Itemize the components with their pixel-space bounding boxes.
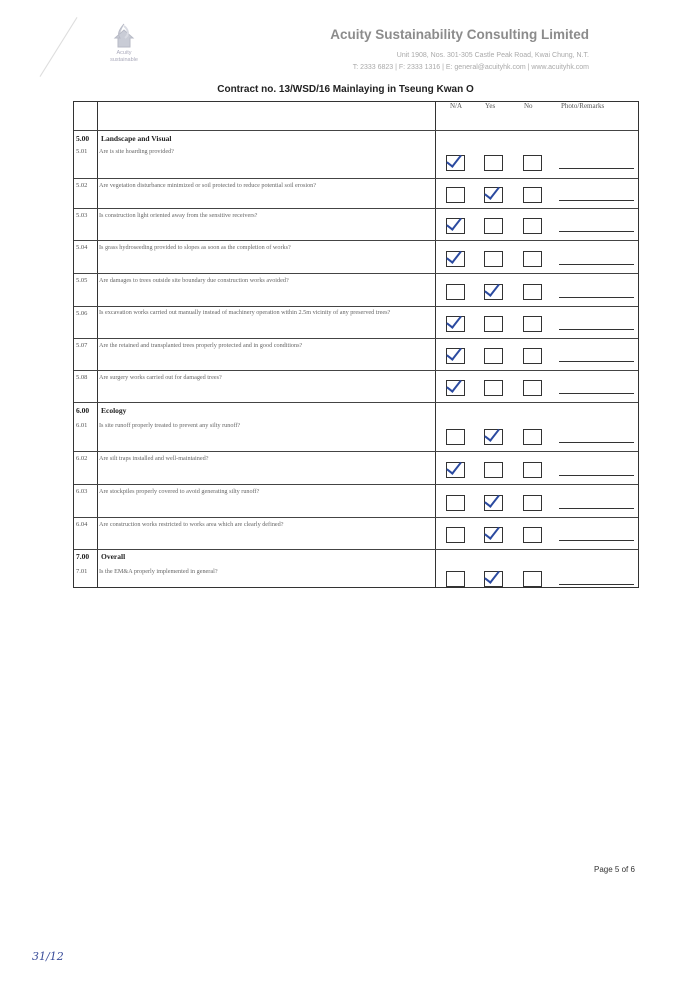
checkbox-yes[interactable] xyxy=(484,251,503,267)
checklist-table xyxy=(73,101,639,588)
checkbox-yes[interactable] xyxy=(484,284,503,300)
item-number: 5.01 xyxy=(76,148,88,155)
checkbox-no[interactable] xyxy=(523,462,542,478)
section-code: 5.00 xyxy=(76,134,90,143)
item-question: Are is site hoarding provided? xyxy=(99,148,174,155)
document-title: Contract no. 13/WSD/16 Mainlaying in Tseung Kwan O xyxy=(217,84,474,95)
item-question: Is the EM&A properly implemented in general? xyxy=(99,568,218,575)
row-divider xyxy=(74,240,638,241)
checkbox-yes[interactable] xyxy=(484,571,503,587)
remarks-line xyxy=(559,168,634,169)
row-divider xyxy=(74,484,638,485)
checkbox-yes[interactable] xyxy=(484,462,503,478)
company-contact: T: 2333 6823 | F: 2333 1316 | E: general@acuityhk.com | www.acuityhk.com xyxy=(352,64,589,71)
checkbox-na[interactable] xyxy=(446,218,465,234)
item-number: 5.02 xyxy=(76,182,88,189)
section-divider xyxy=(74,402,638,403)
item-question: Are damages to trees outside site boundary due construction works avoided? xyxy=(99,277,289,284)
remarks-line xyxy=(559,264,634,265)
checkbox-no[interactable] xyxy=(523,571,542,587)
remarks-line xyxy=(559,231,634,232)
row-divider xyxy=(74,273,638,274)
item-number: 5.04 xyxy=(76,244,88,251)
checkbox-na[interactable] xyxy=(446,251,465,267)
checkbox-no[interactable] xyxy=(523,251,542,267)
checkbox-yes[interactable] xyxy=(484,316,503,332)
item-number: 5.03 xyxy=(76,212,88,219)
section-code: 6.00 xyxy=(76,406,90,415)
item-question: Are construction works restricted to works area which are clearly defined? xyxy=(99,521,284,528)
item-question: Are the retained and transplanted trees properly protected and in good conditions? xyxy=(99,342,303,349)
checkbox-na[interactable] xyxy=(446,429,465,445)
company-name: Acuity Sustainability Consulting Limited xyxy=(330,27,589,42)
checkbox-yes[interactable] xyxy=(484,348,503,364)
checkbox-no[interactable] xyxy=(523,316,542,332)
checkbox-yes[interactable] xyxy=(484,380,503,396)
checkbox-na[interactable] xyxy=(446,155,465,171)
remarks-line xyxy=(559,393,634,394)
checkbox-na[interactable] xyxy=(446,187,465,203)
checkbox-no[interactable] xyxy=(523,495,542,511)
section-heading xyxy=(76,552,126,561)
section-divider xyxy=(74,549,638,550)
checkbox-no[interactable] xyxy=(523,218,542,234)
col-header-na: N/A xyxy=(450,102,463,110)
section-code: 7.00 xyxy=(76,552,90,561)
item-question: Is excavation works carried out manually instead of machinery operation within 2.5m vicinity of any preserved trees? xyxy=(99,309,391,316)
row-divider xyxy=(74,208,638,209)
checkbox-na[interactable] xyxy=(446,495,465,511)
section-title: Landscape and Visual xyxy=(101,134,172,143)
checkbox-no[interactable] xyxy=(523,380,542,396)
remarks-line xyxy=(559,540,634,541)
item-number: 7.01 xyxy=(76,568,88,575)
column-divider xyxy=(435,102,436,587)
item-number: 5.05 xyxy=(76,277,88,284)
checkbox-no[interactable] xyxy=(523,348,542,364)
item-number: 5.08 xyxy=(76,374,88,381)
row-divider xyxy=(74,370,638,371)
remarks-line xyxy=(559,442,634,443)
checkbox-na[interactable] xyxy=(446,348,465,364)
section-title: Ecology xyxy=(101,406,127,415)
checkbox-yes[interactable] xyxy=(484,527,503,543)
row-divider xyxy=(74,178,638,179)
scan-artifact xyxy=(40,17,78,77)
remarks-line xyxy=(559,475,634,476)
house-leaf-icon xyxy=(111,22,137,50)
item-number: 6.03 xyxy=(76,488,88,495)
checkbox-na[interactable] xyxy=(446,527,465,543)
remarks-line xyxy=(559,361,634,362)
checkbox-yes[interactable] xyxy=(484,155,503,171)
section-title: Overall xyxy=(101,552,126,561)
item-question: Are stockpiles properly covered to avoid generating silty runoff? xyxy=(99,488,260,495)
checkbox-na[interactable] xyxy=(446,316,465,332)
section-heading xyxy=(76,406,127,415)
item-question: Are vegetation disturbance minimized or soil protected to reduce potential soil erosion? xyxy=(99,182,317,189)
item-number: 6.02 xyxy=(76,455,88,462)
remarks-line xyxy=(559,584,634,585)
checkbox-yes[interactable] xyxy=(484,429,503,445)
item-number: 5.07 xyxy=(76,342,88,349)
checkbox-yes[interactable] xyxy=(484,187,503,203)
checkbox-na[interactable] xyxy=(446,380,465,396)
checkbox-na[interactable] xyxy=(446,462,465,478)
checkbox-na[interactable] xyxy=(446,284,465,300)
col-header-no: No xyxy=(524,102,533,110)
checkbox-na[interactable] xyxy=(446,571,465,587)
item-question: Are surgery works carried out for damaged trees? xyxy=(99,374,222,381)
checkbox-no[interactable] xyxy=(523,527,542,543)
col-header-yes: Yes xyxy=(485,102,496,110)
section-heading xyxy=(76,134,172,143)
remarks-line xyxy=(559,297,634,298)
handwritten-date: 31/12 xyxy=(32,950,64,963)
company-logo xyxy=(96,22,152,82)
col-header-remarks: Photo/Remarks xyxy=(561,102,605,110)
item-question: Is grass hydroseeding provided to slopes as soon as the completion of works? xyxy=(99,244,291,251)
item-question: Is construction light oriented away from the sensitive receivers? xyxy=(99,212,258,219)
remarks-line xyxy=(559,508,634,509)
checkbox-no[interactable] xyxy=(523,187,542,203)
item-number: 6.01 xyxy=(76,422,88,429)
remarks-line xyxy=(559,329,634,330)
checkbox-no[interactable] xyxy=(523,155,542,171)
checkbox-yes[interactable] xyxy=(484,218,503,234)
checkbox-no[interactable] xyxy=(523,429,542,445)
item-question: Is site runoff properly treated to prevent any silty runoff? xyxy=(99,422,241,429)
item-number: 6.04 xyxy=(76,521,88,528)
row-divider xyxy=(74,517,638,518)
item-question: Are silt traps installed and well-maintained? xyxy=(99,455,209,462)
company-address: Unit 1908, Nos. 301-305 Castle Peak Road, Kwai Chung, N.T. xyxy=(396,52,589,59)
checkbox-yes[interactable] xyxy=(484,495,503,511)
remarks-line xyxy=(559,200,634,201)
column-divider xyxy=(97,102,98,587)
checkbox-no[interactable] xyxy=(523,284,542,300)
row-divider xyxy=(74,338,638,339)
logo-text-1: Acuity xyxy=(116,50,132,56)
item-number: 5.06 xyxy=(76,310,88,317)
row-divider xyxy=(74,451,638,452)
page-number: Page 5 of 6 xyxy=(594,865,635,874)
header-divider xyxy=(74,130,638,131)
logo-text-2: sustainable xyxy=(110,57,138,63)
